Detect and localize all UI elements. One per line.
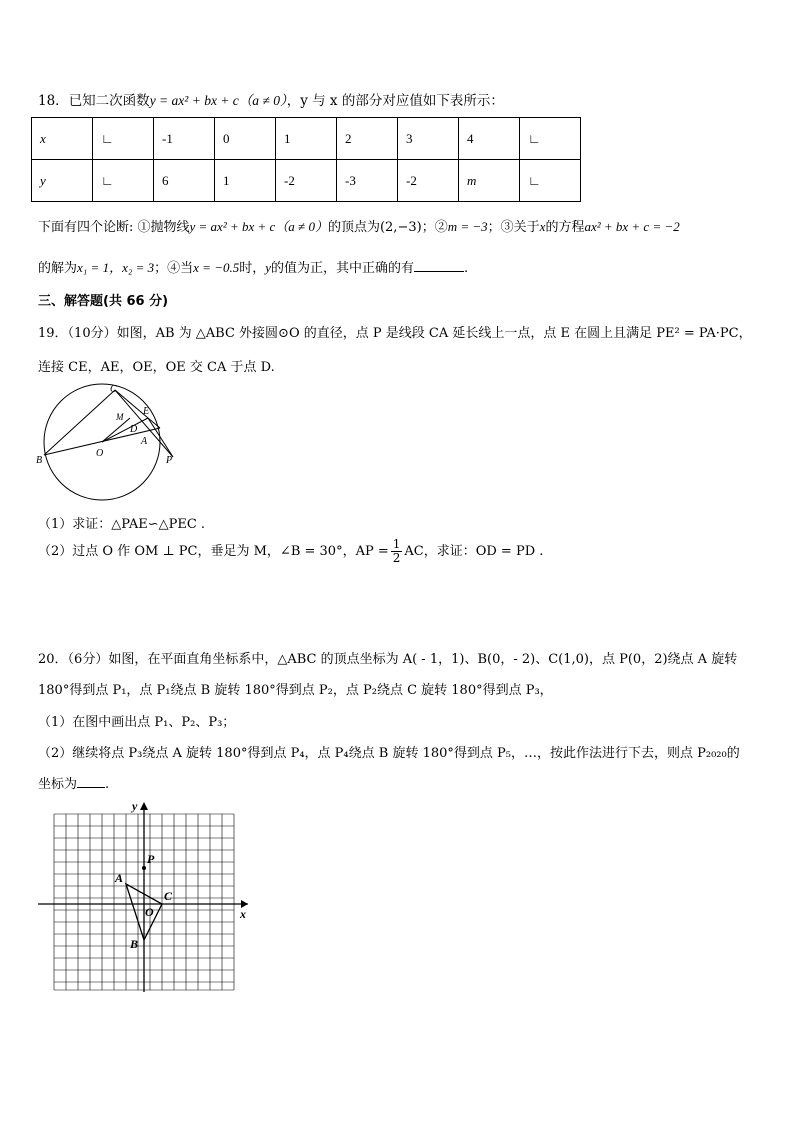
q20-text: . [105,777,110,792]
q19-part2 [38,538,543,566]
q18-math: x [539,219,546,234]
q18-math: (2,−3) [379,220,422,235]
q18-function: y = ax² + bx + c（a ≠ 0） [149,93,287,108]
table-header-x: x [32,118,93,160]
q18-text: 时， [239,261,266,276]
table-cell: m [459,160,520,202]
q18-text: 下面有四个论断: ①抛物线 [38,220,190,235]
q18-text: ；③关于 [487,220,540,235]
q18-math: y [265,260,272,275]
q18-text: ；④当 [154,261,194,276]
q18-statements-line2 [38,257,468,276]
q18-text: . [464,261,469,276]
q18-math: y = ax² + bx + c（a ≠ 0） [189,219,328,234]
q19-text: 如图，AB 为 △ABC 外接圆⊙O 的直径，点 P 是线段 CA 延长线上一点，点 E 在圆上且满足 PE² = PA·PC， [116,326,752,341]
label-x-axis: x [240,907,246,921]
q18-value-table [31,117,581,202]
label-o: O [145,905,154,919]
q20-part1: （1）在图中画出点 P₁、P₂、P₃； [38,715,236,730]
q18-intro: 已知二次函数 [68,93,150,109]
label-p: P [166,455,173,466]
q20-part2-line2 [38,773,109,792]
table-cell: 0 [215,118,276,160]
q18-statements-line1 [38,216,680,235]
table-cell: 6 [154,160,215,202]
q19-number: 19． [38,326,68,341]
q19-part1: （1）求证：△PAE∽△PEC . [38,517,206,532]
q18-text: 的值为正，其中正确的有 [271,261,415,276]
fraction-numerator: 1 [392,537,401,551]
q20-line2: 180°得到点 P₁，点 P₁绕点 B 旋转 180°得到点 P₂，点 P₂绕点 C 旋转 180°得到点 P₃， [38,683,553,698]
q20-answer-blank[interactable] [77,787,105,788]
q18-math: m = −3 [447,219,488,234]
table-cell: ∟ [93,160,154,202]
q18-math: x₁ = 1，x₂ = 3 [77,260,155,275]
q18-answer-blank[interactable] [414,271,464,272]
q20-text: 如图，在平面直角坐标系中，△ABC 的顶点坐标为 A( - 1，1)、B(0，- 2)、C(1,0)，点 P(0，2)绕点 A 旋转 [108,652,738,667]
q18-number: 18． [38,93,69,109]
label-p: P [147,852,155,866]
table-cell: ∟ [520,118,581,160]
table-cell: ∟ [520,160,581,202]
q18-math: ax² + bx + c = −2 [584,219,680,234]
label-c: C [164,889,173,903]
label-d: D [130,424,138,435]
q19-line1 [38,322,752,341]
table-cell: ∟ [93,118,154,160]
table-cell: 4 [459,118,520,160]
table-cell: -3 [337,160,398,202]
table-cell: 3 [398,118,459,160]
q19-line2: 连接 CE，AE，OE，OE 交 CA 于点 D. [38,360,275,375]
table-header-y: y [32,160,93,202]
segment-ep [148,418,173,457]
section-title: 三、解答题(共 66 分) [38,294,169,309]
table-cell: -2 [276,160,337,202]
q19-text: （2）过点 O 作 OM ⊥ PC，垂足为 M，∠B = 30°，AP = [38,544,389,559]
label-a: A [141,436,148,447]
q20-number: 20． [38,652,68,667]
fraction-one-half [391,538,403,565]
label-c: C [110,384,117,395]
label-b: B [36,455,43,466]
table-cell: 1 [215,160,276,202]
q19-text: AC，求证：OD = PD . [404,544,544,559]
label-o: O [96,448,104,459]
table-cell: -1 [154,118,215,160]
q18-math: x = −0.5 [193,260,240,275]
q19-circle-figure [30,380,190,505]
table-row-y [32,160,581,202]
q20-part2-line1: （2）继续将点 P₃绕点 A 旋转 180°得到点 P₄，点 P₄绕点 B 旋转 180°得到点 P₅，…，按此作法进行下去，则点 P₂₀₂₀的 [38,746,740,761]
y-axis-arrow [140,802,148,810]
label-y-axis: y [132,800,138,813]
point-p [142,866,146,870]
table-cell: 1 [276,118,337,160]
q18-text: 的方程 [545,220,585,235]
label-a: A [115,871,124,885]
label-m: M [116,412,124,422]
q20-text: 坐标为 [38,777,78,792]
q20-line1 [38,648,737,667]
fraction-denominator: 2 [392,551,401,565]
q18-intro-line [38,89,504,109]
table-cell: -2 [398,160,459,202]
q18-text: 的顶点为 [327,220,380,235]
table-cell: 2 [337,118,398,160]
q18-intro-tail: ，y 与 x 的部分对应值如下表所示： [286,93,504,109]
label-b: B [130,937,139,951]
q18-text: ；② [421,220,448,235]
q18-text: 的解为 [38,261,78,276]
q20-coordinate-grid [36,800,256,995]
segment-bc [44,390,115,455]
label-e: E [143,406,150,417]
q20-score: （6分） [67,652,109,667]
table-row-x [32,118,581,160]
q19-score: （10分） [67,326,117,341]
